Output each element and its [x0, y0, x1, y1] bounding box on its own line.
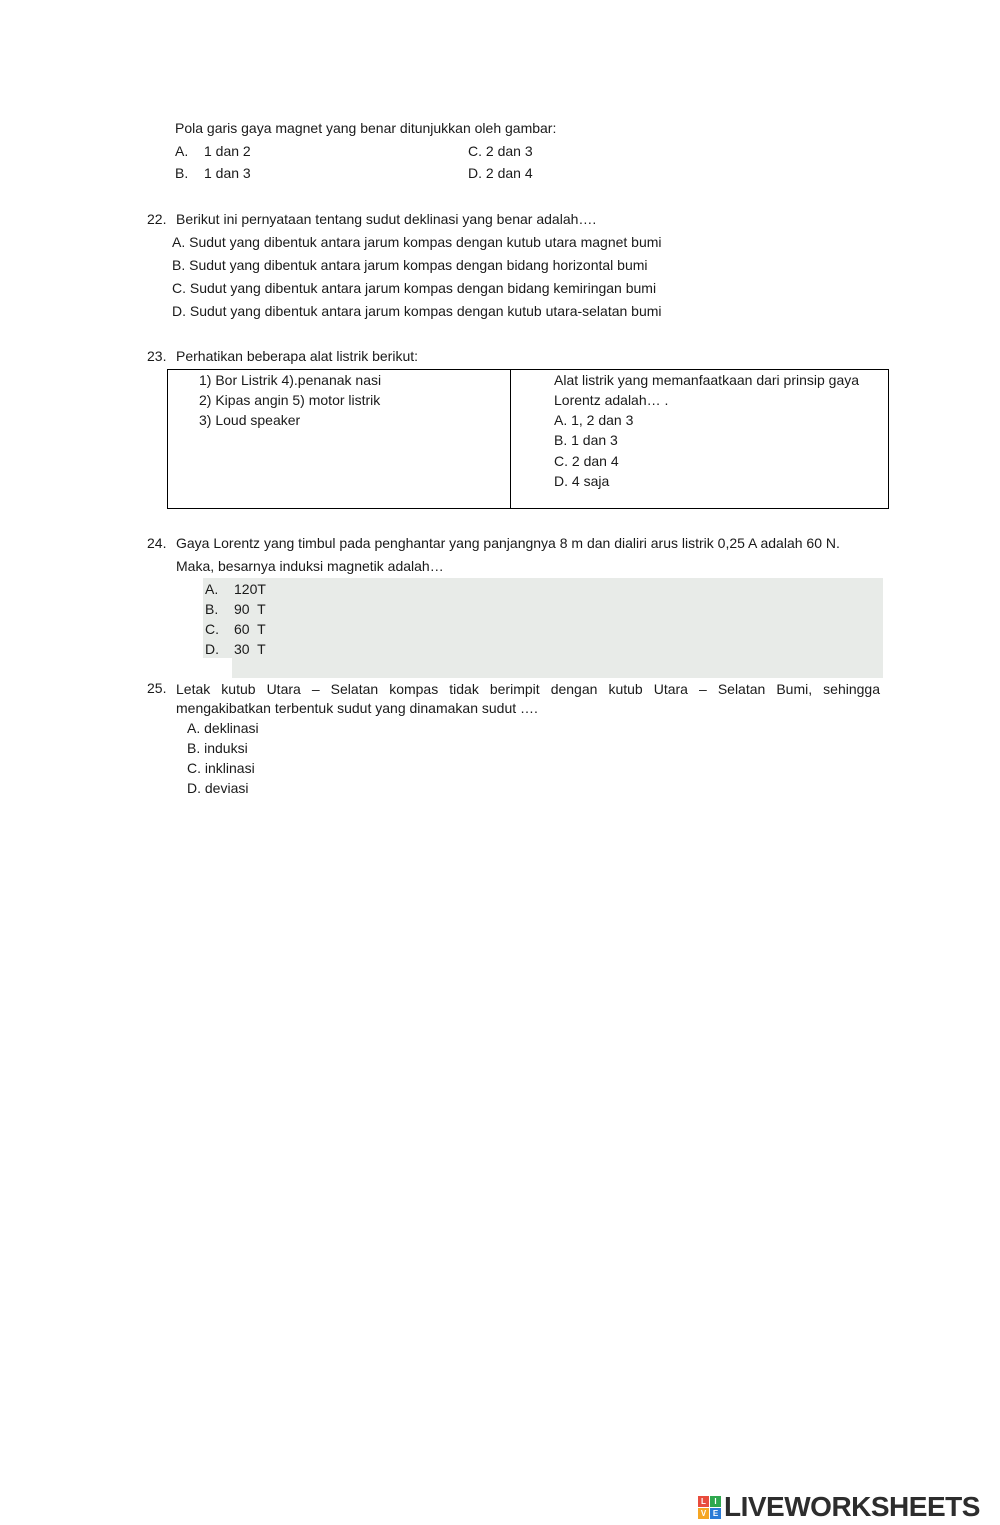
q23-stem: Perhatikan beberapa alat listrik berikut:: [176, 348, 419, 364]
q25-option-b: B. induksi: [187, 740, 248, 756]
q24-number: 24.: [147, 535, 167, 551]
q24-option-a: 120T: [234, 581, 266, 597]
q21-option-c: C. 2 dan 3: [468, 143, 533, 159]
q22-option-a: A. Sudut yang dibentuk antara jarum kompas dengan kutub utara magnet bumi: [172, 234, 662, 250]
q22-option-d: D. Sudut yang dibentuk antara jarum kompas dengan kutub utara-selatan bumi: [172, 303, 662, 319]
logo-letter: L: [698, 1496, 709, 1507]
q24-option-d: 30 T: [234, 641, 266, 657]
q21-option-a: 1 dan 2: [204, 143, 251, 159]
logo-icon: [698, 1496, 721, 1519]
q23-option-a: A. 1, 2 dan 3: [554, 412, 634, 428]
q23-question-line-1: Alat listrik yang memanfaatkaan dari prinsip gaya: [554, 372, 860, 388]
q23-item-row-1: 1) Bor Listrik 4).penanak nasi: [199, 372, 382, 388]
q22-option-c: C. Sudut yang dibentuk antara jarum kompas dengan bidang kemiringan bumi: [172, 280, 657, 296]
q23-table-divider: [510, 370, 511, 508]
q22-number: 22.: [147, 211, 167, 227]
logo-brand-text: LIVEWORKSHEETS: [724, 1491, 980, 1522]
q23-option-d: D. 4 saja: [554, 473, 610, 489]
q21-option-d: D. 2 dan 4: [468, 165, 533, 181]
q25-option-c: C. inklinasi: [187, 760, 255, 776]
q23-item-row-2: 2) Kipas angin 5) motor listrik: [199, 392, 381, 408]
q25-number: 25.: [147, 680, 167, 696]
q25-stem-line-1: Letak kutub Utara – Selatan kompas tidak berimpit dengan kutub Utara – Selatan Bumi, sehingga: [176, 681, 880, 697]
logo-letter: V: [698, 1508, 709, 1519]
q25-option-a: A. deklinasi: [187, 720, 259, 736]
q25-stem-line-2: mengakibatkan terbentuk sudut yang dinamakan sudut ….: [176, 700, 538, 716]
q24-options-highlight-tail: [232, 658, 883, 678]
q24-options-highlight: [203, 578, 883, 658]
q21-option-b: 1 dan 3: [204, 165, 251, 181]
q24-option-c: 60 T: [234, 621, 266, 637]
q23-item-row-3: 3) Loud speaker: [199, 412, 301, 428]
q23-table: [167, 369, 889, 509]
q24-option-b: 90 T: [234, 601, 266, 617]
q23-option-c: C. 2 dan 4: [554, 453, 619, 469]
liveworksheets-logo[interactable]: [698, 1491, 980, 1523]
q21-option-b-letter: B.: [175, 165, 189, 181]
q24-option-d-letter: D.: [205, 641, 219, 657]
q22-stem: Berikut ini pernyataan tentang sudut deklinasi yang benar adalah….: [176, 211, 597, 227]
logo-letter: I: [710, 1496, 721, 1507]
q21-stem: Pola garis gaya magnet yang benar ditunjukkan oleh gambar:: [175, 120, 557, 136]
q24-option-b-letter: B.: [205, 601, 219, 617]
q24-stem-line-1: Gaya Lorentz yang timbul pada penghantar yang panjangnya 8 m dan dialiri arus listrik 0,25 A adalah 60 N.: [176, 535, 840, 551]
q25-option-d: D. deviasi: [187, 780, 249, 796]
q21-option-a-letter: A.: [175, 143, 189, 159]
q24-option-a-letter: A.: [205, 581, 219, 597]
q22-option-b: B. Sudut yang dibentuk antara jarum kompas dengan bidang horizontal bumi: [172, 257, 648, 273]
q23-option-b: B. 1 dan 3: [554, 432, 618, 448]
q24-option-c-letter: C.: [205, 621, 219, 637]
q24-stem-line-2: Maka, besarnya induksi magnetik adalah…: [176, 558, 444, 574]
logo-letter: E: [710, 1508, 721, 1519]
q23-number: 23.: [147, 348, 167, 364]
q23-question-line-2: Lorentz adalah… .: [554, 392, 669, 408]
